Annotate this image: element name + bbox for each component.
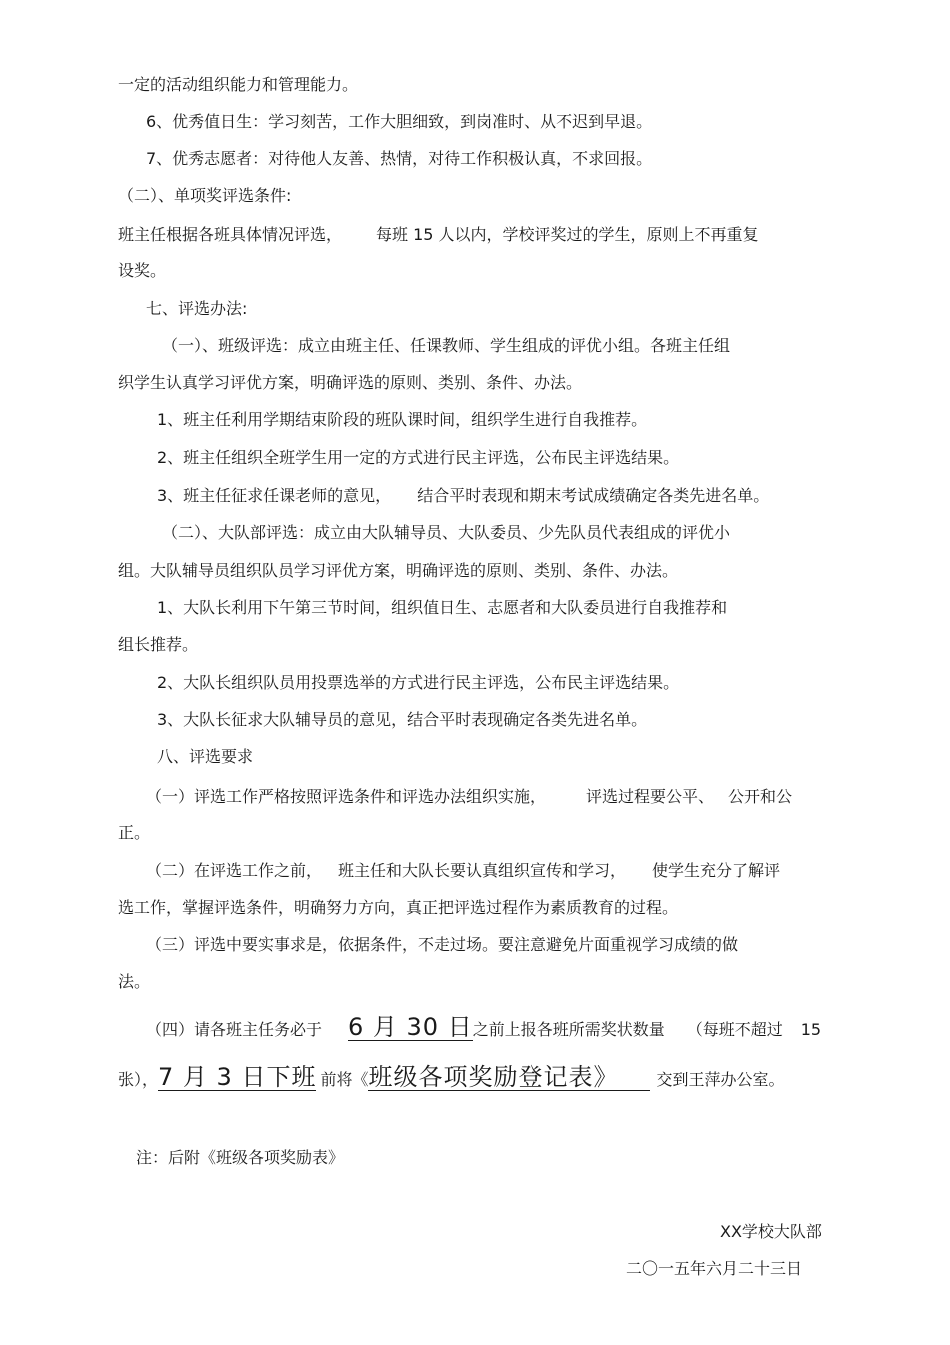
- text-line: 法。: [118, 972, 151, 991]
- text-line: （三）评选中要实事求是，依据条件，不走过场。要注意避免片面重视学习成绩的做: [146, 935, 739, 954]
- text-segment: （每班不超过: [686, 1020, 783, 1039]
- text-segment: 张），: [118, 1070, 159, 1089]
- text-line: [157, 485, 769, 507]
- text-line: （二）、大队部评选：成立由大队辅导员、大队委员、少先队员代表组成的评优小: [162, 523, 731, 542]
- text-segment: （四）请各班主任务必于: [146, 1020, 323, 1039]
- deadline-line-2: [118, 1064, 784, 1091]
- text-line: [146, 786, 792, 808]
- attachment-note: 注：后附《班级各项奖励表》: [136, 1148, 345, 1167]
- text-line: [146, 860, 780, 882]
- text-segment: （一）评选工作严格按照评选条件和评选办法组织实施，: [146, 787, 547, 806]
- text-segment: 班主任根据各班具体情况评选，: [118, 225, 343, 244]
- section-heading: （二）、单项奖评选条件:: [118, 186, 292, 205]
- text-segment: 之前上报各班所需奖状数量: [472, 1020, 665, 1039]
- text-line: 组长推荐。: [118, 635, 199, 654]
- text-line: 7、优秀志愿者：对待他人友善、热情，对待工作积极认真，不求回报。: [146, 149, 653, 168]
- text-segment: 15: [800, 1020, 822, 1039]
- text-segment: 使学生充分了解评: [652, 861, 781, 880]
- text-segment: 班主任和大队长要认真组织宣传和学习，: [338, 861, 627, 880]
- text-segment: 交到王萍办公室。: [656, 1070, 785, 1089]
- text-line: 正。: [118, 823, 151, 842]
- signature-org: XX学校大队部: [720, 1222, 822, 1241]
- text-segment: 公开和公: [728, 787, 793, 806]
- deadline-date-2: 7 月 3 日下班: [158, 1063, 317, 1091]
- text-segment: 前将《: [320, 1070, 369, 1089]
- text-line: （一）、班级评选：成立由班主任、任课教师、学生组成的评优小组。各班主任组: [162, 336, 731, 355]
- text-line: 选工作，掌握评选条件，明确努力方向，真正把评选过程作为素质教育的过程。: [118, 898, 679, 917]
- section-heading: 八、评选要求: [157, 747, 254, 766]
- text-line: 2、班主任组织全班学生用一定的方式进行民主评选，公布民主评选结果。: [157, 448, 680, 467]
- text-line: 设奖。: [118, 261, 167, 280]
- text-line: 一定的活动组织能力和管理能力。: [118, 75, 359, 94]
- deadline-date-1: 6 月 30 日: [348, 1013, 473, 1041]
- text-line: 6、优秀值日生：学习刻苦，工作大胆细致，到岗准时、从不迟到早退。: [146, 112, 653, 131]
- text-line: 3、大队长征求大队辅导员的意见，结合平时表现确定各类先进名单。: [157, 710, 648, 729]
- form-name: 班级各项奖励登记表》: [368, 1064, 650, 1091]
- text-line: 组。大队辅导员组织队员学习评优方案，明确评选的原则、类别、条件、办法。: [118, 561, 679, 580]
- text-segment: 结合平时表现和期末考试成绩确定各类先进名单。: [417, 486, 770, 505]
- text-segment: 每班 15 人以内，学校评奖过的学生，原则上不再重复: [376, 225, 759, 244]
- section-heading: 七、评选办法:: [146, 299, 248, 318]
- text-segment: （二）在评选工作之前，: [146, 861, 323, 880]
- text-segment: 3、班主任征求任课老师的意见，: [157, 486, 392, 505]
- text-segment: 评选过程要公平、: [586, 787, 715, 806]
- signature-date: 二〇一五年六月二十三日: [626, 1259, 803, 1278]
- text-line: 1、大队长利用下午第三节时间，组织值日生、志愿者和大队委员进行自我推荐和: [157, 598, 728, 617]
- text-line: 织学生认真学习评优方案，明确评选的原则、类别、条件、办法。: [118, 373, 583, 392]
- text-line: 2、大队长组织队员用投票选举的方式进行民主评选，公布民主评选结果。: [157, 673, 680, 692]
- text-line: 1、班主任利用学期结束阶段的班队课时间，组织学生进行自我推荐。: [157, 410, 648, 429]
- deadline-line-1: [146, 1014, 821, 1041]
- text-line: [118, 224, 759, 246]
